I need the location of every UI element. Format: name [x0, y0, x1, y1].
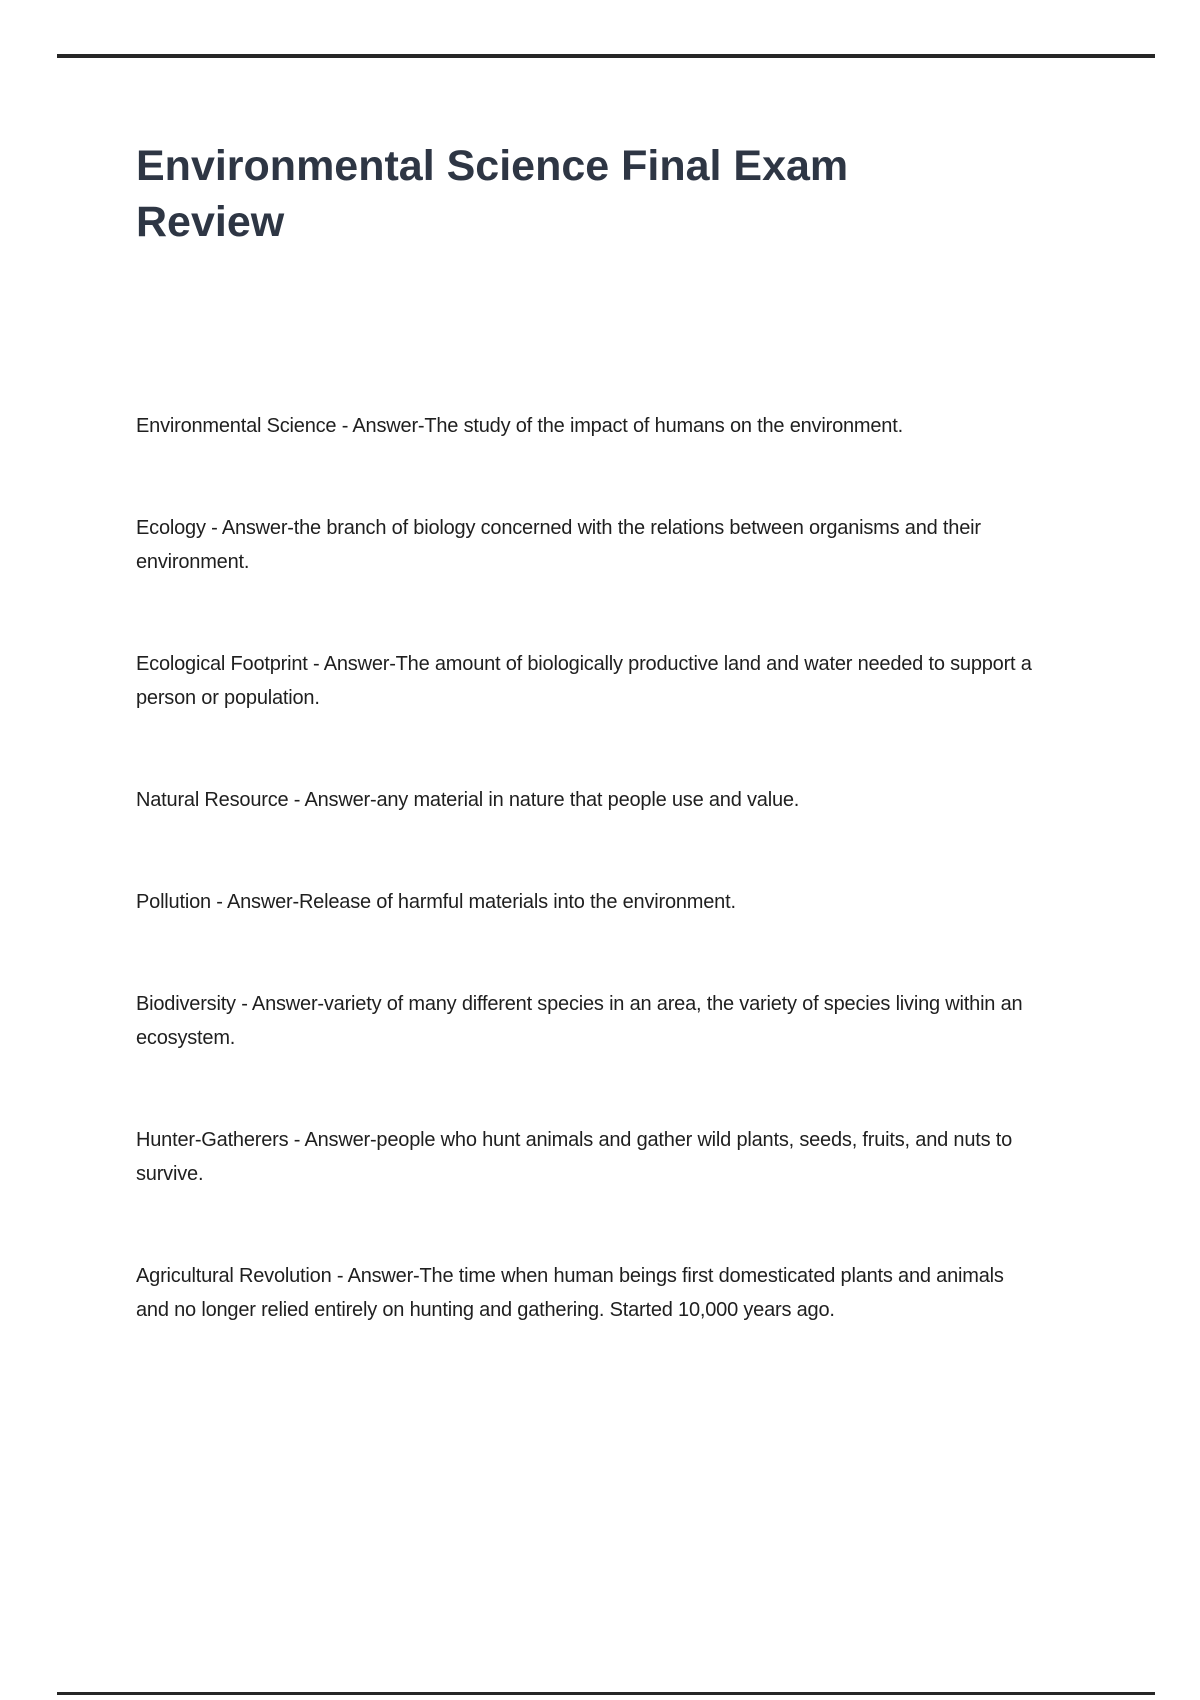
qa-list — [136, 409, 1146, 1327]
qa-line: Ecology - Answer-the branch of biology concerned with the relations between organisms and their — [136, 517, 981, 539]
top-border-rule — [57, 54, 1155, 58]
qa-line: Pollution - Answer-Release of harmful materials into the environment. — [136, 891, 736, 913]
qa-line: survive. — [136, 1163, 204, 1185]
qa-line: ecosystem. — [136, 1027, 236, 1049]
qa-item-natural-resource — [136, 783, 1146, 817]
qa-line: person or population. — [136, 687, 320, 709]
qa-item-ecology — [136, 511, 1146, 579]
qa-item-biodiversity — [136, 987, 1146, 1055]
qa-item-agricultural-revolution — [136, 1259, 1146, 1327]
qa-line: Natural Resource - Answer-any material in nature that people use and value. — [136, 789, 800, 811]
qa-line: environment. — [136, 551, 250, 573]
qa-line: Biodiversity - Answer-variety of many different species in an area, the variety of species living within an — [136, 993, 1023, 1015]
bottom-border-rule — [57, 1692, 1155, 1695]
qa-line: and no longer relied entirely on hunting and gathering. Started 10,000 years ago. — [136, 1299, 835, 1321]
qa-line: Agricultural Revolution - Answer-The time when human beings first domesticated plants and animals — [136, 1265, 1004, 1287]
page-title — [136, 138, 1146, 250]
page-title-line-2: Review — [136, 198, 285, 246]
qa-line: Environmental Science - Answer-The study of the impact of humans on the environment. — [136, 415, 903, 437]
qa-line: Hunter-Gatherers - Answer-people who hunt animals and gather wild plants, seeds, fruits, and nuts to — [136, 1129, 1013, 1151]
qa-item-pollution — [136, 885, 1146, 919]
qa-line: Ecological Footprint - Answer-The amount of biologically productive land and water needed to support a — [136, 653, 1032, 675]
qa-item-hunter-gatherers — [136, 1123, 1146, 1191]
page-title-line-1: Environmental Science Final Exam — [136, 142, 849, 190]
qa-item-environmental-science — [136, 409, 1146, 443]
qa-item-ecological-footprint — [136, 647, 1146, 715]
page-content — [136, 138, 1146, 1327]
